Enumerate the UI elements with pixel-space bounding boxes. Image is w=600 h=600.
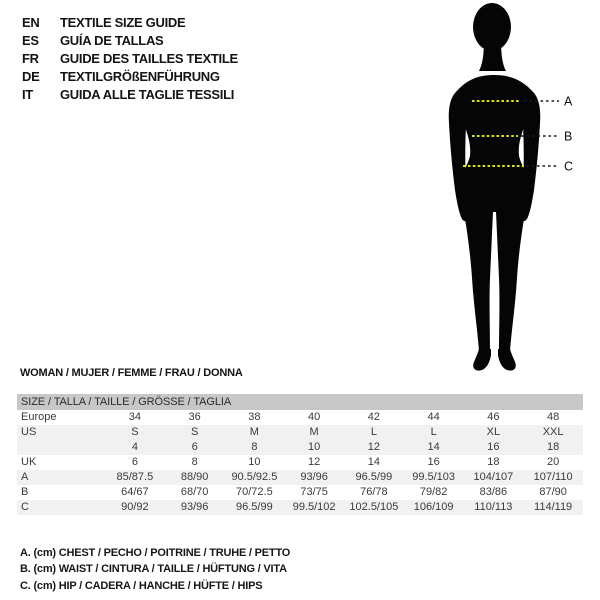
- measurement-legend: [20, 545, 290, 594]
- row-label: Europe: [21, 411, 57, 423]
- measure-label-a: A: [564, 94, 573, 109]
- language-code: FR: [22, 50, 39, 66]
- language-item-de: [22, 67, 238, 85]
- size-table: [17, 394, 583, 515]
- row-label: A: [21, 471, 29, 483]
- size-cell: 87/90: [539, 486, 567, 498]
- size-table-row-us-numeric: [17, 440, 583, 455]
- size-cell: 46: [487, 411, 500, 423]
- language-item-es: [22, 31, 238, 49]
- size-cell: 12: [367, 441, 380, 453]
- size-cell: 18: [487, 456, 500, 468]
- size-cell: 79/82: [419, 486, 448, 498]
- size-cell: 96.5/99: [355, 471, 393, 483]
- size-cell: L: [370, 426, 377, 438]
- size-cell: 14: [427, 441, 440, 453]
- row-label: B: [21, 486, 29, 498]
- size-table-row-c: [17, 500, 583, 515]
- row-label: C: [21, 501, 29, 513]
- size-cell: XXL: [542, 426, 564, 438]
- size-cell: 18: [547, 441, 560, 453]
- size-cell: 73/75: [300, 486, 328, 498]
- measure-label-b: B: [564, 129, 573, 144]
- size-cell: 64/67: [121, 486, 149, 498]
- size-table-row-b: [17, 485, 583, 500]
- size-cell: 8: [191, 456, 198, 468]
- silhouette-right-arm: [522, 93, 540, 221]
- size-cell: 16: [487, 441, 500, 453]
- size-cell: 90/92: [121, 501, 149, 513]
- size-cell: 20: [547, 456, 560, 468]
- size-cell: 48: [547, 411, 560, 423]
- size-cell: 16: [427, 456, 440, 468]
- size-cell: 90.5/92.5: [231, 471, 278, 483]
- size-cell: 34: [128, 411, 141, 423]
- size-cell: 42: [367, 411, 380, 423]
- section-heading: WOMAN / MUJER / FEMME / FRAU / DONNA: [20, 367, 243, 379]
- legend-line-b: B. (cm) WAIST / CINTURA / TAILLE / HÜFTUNG / VITA: [20, 563, 287, 576]
- woman-silhouette: [449, 3, 541, 371]
- size-cell: 36: [188, 411, 201, 423]
- size-cell: 12: [308, 456, 321, 468]
- size-table-row-europe: [17, 410, 583, 425]
- size-cell: 104/107: [473, 471, 514, 483]
- size-cell: 114/119: [534, 501, 573, 513]
- size-cell: M: [309, 426, 319, 438]
- language-item-it: [22, 85, 238, 103]
- size-cell: S: [190, 426, 199, 438]
- silhouette-left-arm: [449, 93, 467, 221]
- size-cell: 8: [251, 441, 258, 453]
- language-item-fr: [22, 49, 238, 67]
- measure-label-c: C: [564, 159, 574, 174]
- size-cell: 76/78: [360, 486, 388, 498]
- size-cell: 106/109: [413, 501, 454, 513]
- size-cell: 38: [248, 411, 261, 423]
- language-title-list: [22, 13, 238, 103]
- size-cell: 88/90: [180, 471, 209, 483]
- size-cell: 14: [367, 456, 380, 468]
- legend-line-a: A. (cm) CHEST / PECHO / POITRINE / TRUHE / PETTO: [20, 547, 291, 559]
- language-guide-title: TEXTILGRÖßENFÜHRUNG: [60, 68, 220, 84]
- size-cell: S: [131, 426, 139, 438]
- size-cell: 44: [427, 411, 440, 423]
- language-guide-title: GUIDE DES TAILLES TEXTILE: [60, 50, 238, 66]
- woman-silhouette-svg: [425, 0, 585, 378]
- size-cell: 10: [308, 441, 321, 453]
- size-cell: 6: [131, 456, 138, 468]
- size-table-row-uk: [17, 455, 583, 470]
- size-cell: 6: [191, 441, 198, 453]
- size-cell: L: [430, 426, 437, 438]
- silhouette-right-foot: [498, 349, 516, 371]
- size-cell: 107/110: [533, 471, 573, 483]
- size-cell: 102.5/105: [349, 501, 399, 513]
- language-guide-title: GUÍA DE TALLAS: [60, 32, 164, 48]
- language-code: DE: [22, 68, 40, 84]
- language-guide-title: GUIDA ALLE TAGLIE TESSILI: [60, 86, 235, 102]
- size-cell: 83/86: [479, 486, 508, 498]
- size-cell: XL: [486, 426, 501, 438]
- silhouette-left-foot: [473, 349, 491, 371]
- size-table-row-us: [17, 425, 583, 440]
- language-guide-title: TEXTILE SIZE GUIDE: [60, 14, 186, 30]
- language-code: EN: [22, 14, 40, 30]
- language-code: ES: [22, 32, 39, 48]
- size-cell: 96.5/99: [236, 501, 273, 513]
- size-cell: 93/96: [300, 471, 328, 483]
- size-cell: 110/113: [474, 501, 513, 513]
- size-cell: 68/70: [180, 486, 209, 498]
- row-label: UK: [21, 456, 37, 468]
- language-item-en: [22, 13, 238, 31]
- legend-line-c: C. (cm) HIP / CADERA / HANCHE / HÜFTE / HIPS: [20, 579, 263, 592]
- size-cell: 93/96: [180, 501, 209, 513]
- size-table-rows: [17, 410, 583, 515]
- size-table-header: SIZE / TALLA / TAILLE / GRÖSSE / TAGLIA: [17, 394, 583, 410]
- size-cell: 40: [308, 411, 321, 423]
- size-cell: M: [249, 426, 259, 438]
- row-label: [17, 440, 105, 455]
- size-cell: 70/72.5: [236, 486, 273, 498]
- size-cell: 99.5/102: [292, 501, 336, 513]
- row-label: US: [21, 426, 37, 438]
- size-cell: 99.5/103: [412, 471, 456, 483]
- size-cell: 10: [248, 456, 261, 468]
- size-cell: 85/87.5: [116, 471, 154, 483]
- woman-figure: [425, 0, 585, 378]
- size-table-row-a: [17, 470, 583, 485]
- language-code: IT: [22, 86, 33, 102]
- size-cell: 4: [131, 441, 138, 453]
